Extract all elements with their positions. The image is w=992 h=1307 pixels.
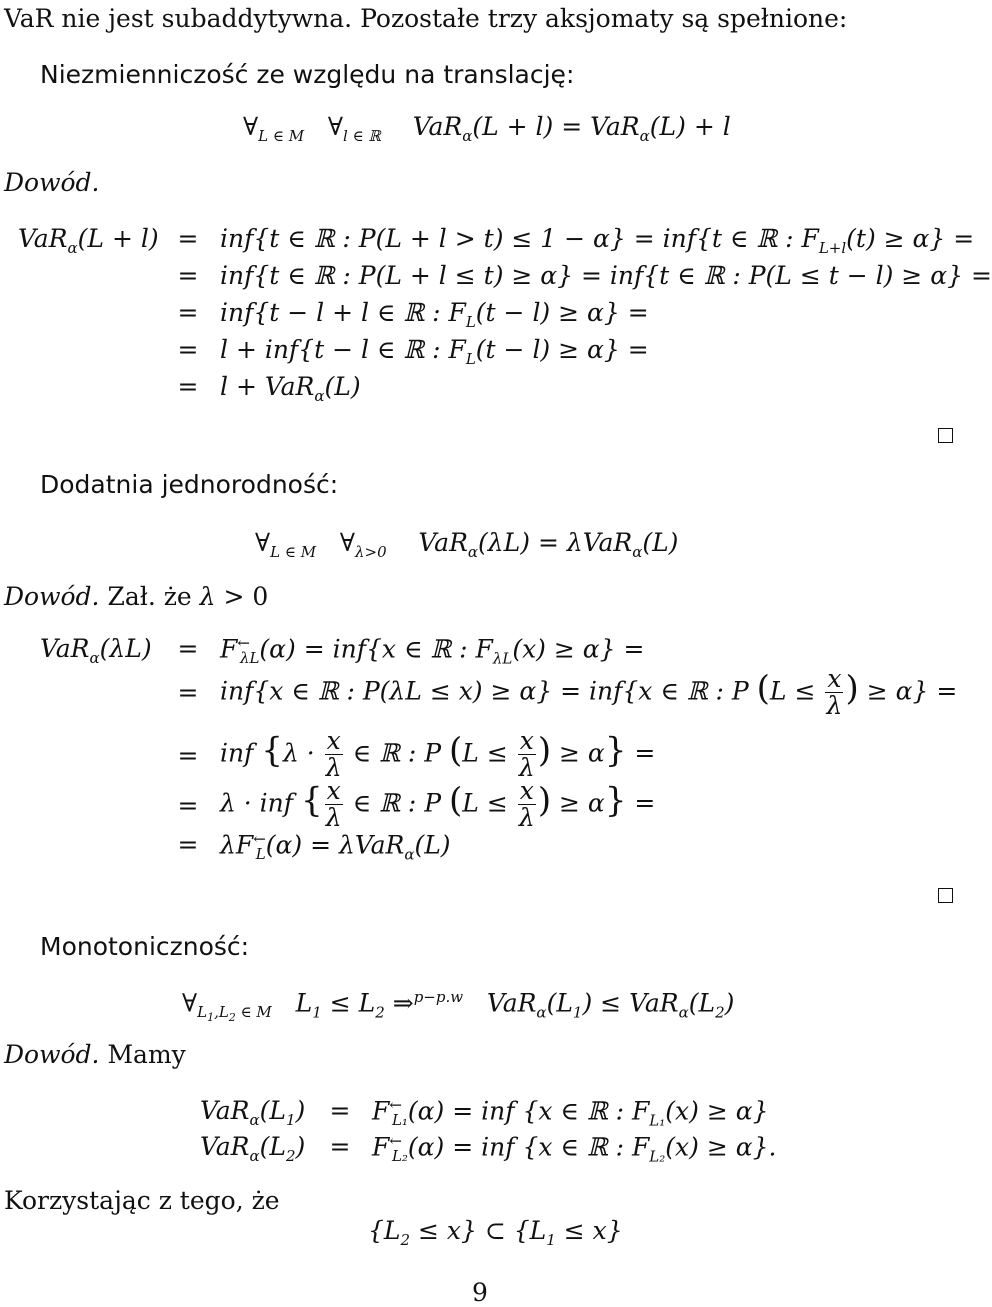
monotonicity-line-2-lhs: $VaR_\alpha(L_2)$ bbox=[200, 1132, 306, 1165]
monotonicity-line-1-lhs: $VaR_\alpha(L_1)$ bbox=[200, 1096, 306, 1129]
intro-text: VaR nie jest subaddytywna. Pozostałe trzy aksjomaty są spełnione: bbox=[4, 4, 848, 33]
translation-heading: Niezmienniczość ze względu na translację: bbox=[40, 60, 575, 89]
homogeneity-line-1-rhs: $F^\leftarrow_{\lambda L}(\alpha) = inf\{x$ ∈ ℝ : $F_{\lambda L}(x) \ge \alpha$} = bbox=[220, 634, 645, 668]
homogeneity-proof-label: Dowód. bbox=[4, 582, 100, 611]
homogeneity-line-1-lhs: VaR$_\alpha$(λL) bbox=[40, 634, 152, 667]
monotonicity-line-1-rhs: $F^\leftarrow_{L_1}(\alpha)$ = inf {x ∈ ℝ : $F_{L_1}(x) \ge \alpha$} bbox=[372, 1096, 769, 1130]
homogeneity-statement: $\forall_{L \in M}$ $\forall_{\lambda>0}$ VaR$_\alpha$(λL) = λVaR$_\alpha$(L) bbox=[255, 528, 679, 561]
qed-square bbox=[938, 888, 953, 903]
homogeneity-line-4-rhs: λ · inf { $\frac{x}{\lambda}$ ∈ ℝ : P (L ≤ $\frac{x}{\lambda}$ ) ≥ α} = bbox=[220, 776, 656, 833]
translation-line-4-rel: = bbox=[177, 335, 199, 364]
monotonicity-proof-text: Mamy bbox=[107, 1040, 186, 1069]
homogeneity-line-4-rel: = bbox=[177, 791, 199, 820]
qed-square bbox=[938, 428, 953, 443]
translation-line-3-rhs: inf{t − l + l ∈ ℝ : $F_L(t - l) \ge \alpha$} = bbox=[220, 298, 649, 331]
monotonicity-line-2-rhs: $F^\leftarrow_{L_2}(\alpha)$ = inf {x ∈ ℝ : $F_{L_2}(x) \ge \alpha$}. bbox=[372, 1132, 777, 1166]
translation-line-1-rhs: inf{t ∈ ℝ : P(L + l > t) ≤ 1 − α} = inf{t ∈ ℝ : $F_{L+l}(t) \ge \alpha$} = bbox=[220, 224, 975, 257]
homogeneity-line-5-rhs: $\lambda F^\leftarrow_L(\alpha) = \lambda VaR_\alpha(L)$ bbox=[220, 830, 451, 864]
monotonicity-line-1-rel: = bbox=[329, 1096, 351, 1125]
translation-line-2-rhs: inf{t ∈ ℝ : P(L + l ≤ t) ≥ α} = inf{t ∈ ℝ : P(L ≤ t − l) ≥ α} = bbox=[220, 261, 992, 290]
homogeneity-line-2-rhs: inf{x ∈ ℝ : P(λL ≤ x) ≥ α} = inf{x ∈ ℝ : P (L ≤ $\frac{x}{\lambda}$ ) ≥ α} = bbox=[220, 664, 958, 721]
monotonicity-conclusion-text: Korzystając z tego, że bbox=[4, 1186, 280, 1215]
monotonicity-statement: $\forall_{L_1,L_2 \in M}$ $L_1 \le L_2$ ⇒$^{p-p.w}$ $VaR_\alpha(L_1) \le VaR_\alpha(L_2)$ bbox=[182, 988, 735, 1025]
homogeneity-line-1-rel: = bbox=[177, 634, 199, 663]
monotonicity-proof-label: Dowód. bbox=[4, 1040, 100, 1069]
monotonicity-line-2-rel: = bbox=[329, 1132, 351, 1161]
translation-line-5-rhs: l + VaR$_\alpha$(L) bbox=[220, 372, 361, 405]
translation-line-5-rel: = bbox=[177, 372, 199, 401]
translation-statement: $\forall_{L \in M}$ $\forall_{l \in ℝ}$ VaR$_\alpha$(L + l) = VaR$_\alpha$(L) + l bbox=[243, 112, 731, 145]
translation-line-1-lhs: VaR$_\alpha$(L + l) bbox=[18, 224, 159, 257]
homogeneity-line-5-rel: = bbox=[177, 830, 199, 859]
homogeneity-line-3-rel: = bbox=[177, 741, 199, 770]
translation-line-2-rel: = bbox=[177, 261, 199, 290]
page-number: 9 bbox=[472, 1278, 488, 1307]
translation-line-4-rhs: l + inf{t − l ∈ ℝ : $F_L(t - l) \ge \alpha$} = bbox=[220, 335, 649, 368]
monotonicity-conclusion-formula: $\{L_2 \le x\}$ ⊂ $\{L_1 \le x\}$ bbox=[368, 1216, 623, 1249]
homogeneity-proof-intro bbox=[4, 584, 268, 609]
translation-line-3-rel: = bbox=[177, 298, 199, 327]
monotonicity-proof-intro bbox=[4, 1042, 186, 1067]
homogeneity-line-3-rhs: inf {λ · $\frac{x}{\lambda}$ ∈ ℝ : P (L ≤ $\frac{x}{\lambda}$ ) ≥ α} = bbox=[220, 726, 656, 783]
monotonicity-heading: Monotoniczność: bbox=[40, 932, 250, 961]
translation-line-1-rel: = bbox=[177, 224, 199, 253]
homogeneity-assumption: Zał. że λ > 0 bbox=[107, 582, 269, 611]
translation-proof-label: Dowód. bbox=[4, 168, 100, 197]
homogeneity-line-2-rel: = bbox=[177, 678, 199, 707]
homogeneity-heading: Dodatnia jednorodność: bbox=[40, 470, 339, 499]
